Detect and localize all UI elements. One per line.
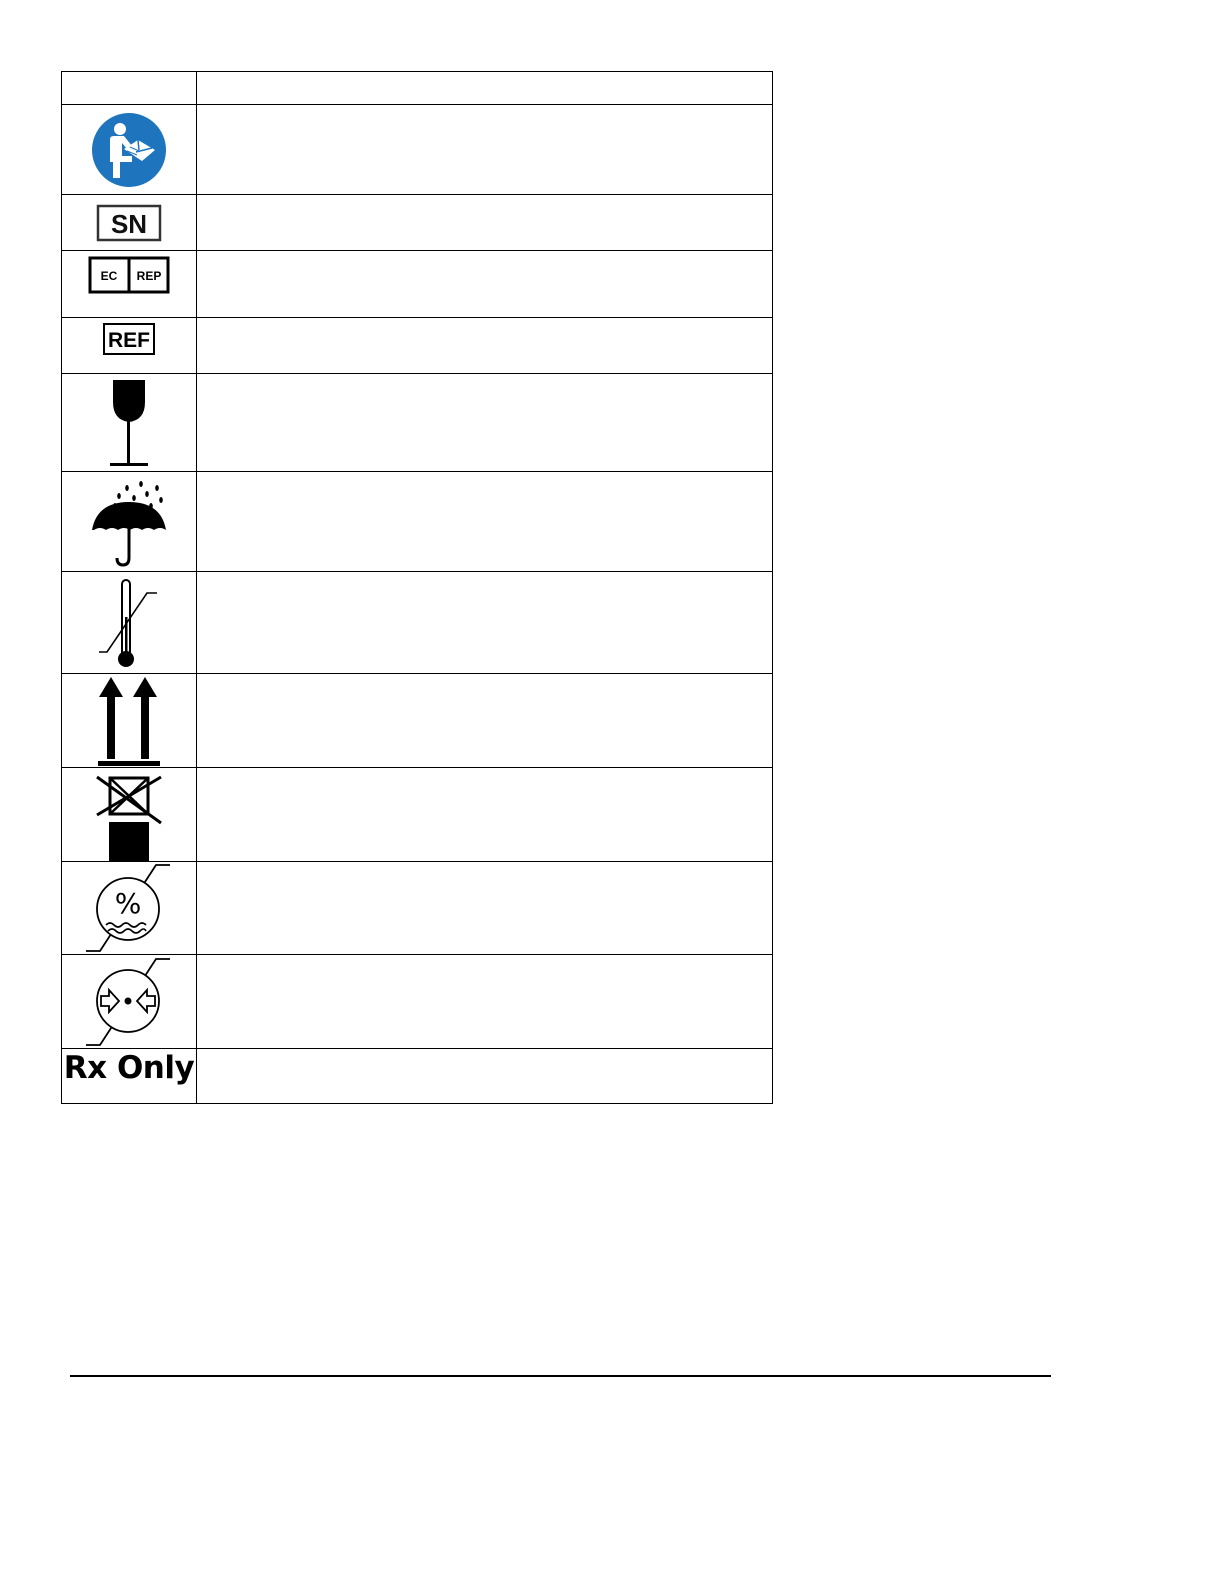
- symbol-cell: [62, 472, 197, 572]
- humidity-limit-icon: [84, 863, 174, 953]
- description-cell: [197, 251, 773, 318]
- consult-instructions-icon: [91, 112, 167, 188]
- atmospheric-pressure-limit-icon: [84, 957, 174, 1047]
- symbols-table: [61, 71, 773, 1104]
- symbol-cell: [62, 955, 197, 1049]
- table-row: [62, 251, 773, 318]
- table-row: [62, 674, 773, 768]
- table-row: [62, 572, 773, 674]
- table-row: [62, 105, 773, 195]
- symbol-cell: [62, 1049, 197, 1104]
- table-row: [62, 1049, 773, 1104]
- this-way-up-icon: [97, 675, 161, 767]
- table-row: [62, 768, 773, 862]
- table-row: [62, 472, 773, 572]
- description-cell: [197, 1049, 773, 1104]
- rep-label: REP: [136, 269, 162, 283]
- symbol-cell: [62, 251, 197, 318]
- table-row: [62, 195, 773, 251]
- description-cell: [197, 318, 773, 374]
- symbol-cell: [62, 862, 197, 955]
- ref-label: REF: [108, 329, 150, 352]
- header-symbol-cell: [62, 72, 197, 105]
- fragile-icon: [107, 378, 151, 468]
- temperature-limit-icon: [97, 577, 161, 669]
- description-cell: [197, 195, 773, 251]
- header-description-cell: [197, 72, 773, 105]
- description-cell: [197, 674, 773, 768]
- table-row: [62, 374, 773, 472]
- serial-number-label: SN: [110, 208, 148, 239]
- description-cell: [197, 105, 773, 195]
- ec-rep-icon: [88, 256, 170, 294]
- serial-number-icon: [96, 204, 162, 242]
- catalog-reference-icon: [102, 322, 156, 356]
- ec-label: EC: [100, 269, 118, 283]
- description-cell: [197, 862, 773, 955]
- table-header-row: [62, 72, 773, 105]
- description-cell: [197, 472, 773, 572]
- rx-only-label: Rx Only: [63, 1050, 195, 1086]
- do-not-stack-icon: [93, 769, 165, 861]
- keep-dry-icon: [89, 476, 169, 568]
- symbol-cell: [62, 318, 197, 374]
- table-row: [62, 318, 773, 374]
- symbol-cell: [62, 374, 197, 472]
- description-cell: [197, 955, 773, 1049]
- description-cell: [197, 572, 773, 674]
- footer-divider: [70, 1375, 1051, 1377]
- symbol-cell: [62, 195, 197, 251]
- description-cell: [197, 374, 773, 472]
- symbol-cell: [62, 572, 197, 674]
- symbol-cell: [62, 768, 197, 862]
- table-row: [62, 955, 773, 1049]
- symbol-cell: [62, 674, 197, 768]
- description-cell: [197, 768, 773, 862]
- table-row: [62, 862, 773, 955]
- humidity-percent-label: %: [114, 887, 142, 920]
- symbol-cell: [62, 105, 197, 195]
